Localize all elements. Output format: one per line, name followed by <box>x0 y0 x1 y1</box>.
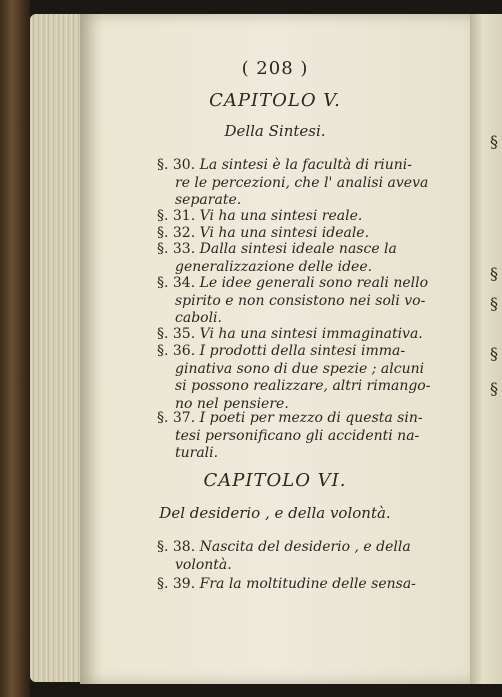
paragraph-36 <box>157 343 457 413</box>
book-binding <box>0 0 30 697</box>
section-number: §. 36. <box>157 343 196 359</box>
paragraph-text: Fra la moltitudine delle sensa- <box>199 576 416 592</box>
paragraph-33 <box>157 241 457 276</box>
facing-page-mark: § <box>490 294 498 313</box>
paragraph-text: Vi ha una sintesi ideale. <box>199 225 370 241</box>
facing-page-mark: § <box>490 264 498 283</box>
paragraph-text: Vi ha una sintesi immaginativa. <box>199 326 423 342</box>
paragraph-30 <box>157 157 457 210</box>
facing-page-edge <box>470 14 502 684</box>
paragraph-text: separate. <box>175 192 242 208</box>
facing-page-mark: § <box>490 132 498 151</box>
chapter-subtitle: Del desiderio , e della volontà. <box>159 504 391 522</box>
page-number: ( 208 ) <box>241 58 309 79</box>
section-number: §. 33. <box>157 241 196 257</box>
paragraph-text: si possono realizzare, altri rimango- <box>175 378 431 394</box>
paragraph-37 <box>157 410 457 463</box>
paragraph-text: volontà. <box>175 556 232 573</box>
paragraph-text: re le percezioni, che l' analisi aveva <box>175 174 429 191</box>
chapter-title: CAPITOLO V. <box>209 90 341 111</box>
paragraph-text: caboli. <box>175 310 222 326</box>
paragraph-text: ginativa sono di due spezie ; alcuni <box>175 360 425 377</box>
section-number: §. 34. <box>157 275 196 291</box>
facing-page-mark: § <box>490 379 498 398</box>
paragraph-31 <box>157 208 457 226</box>
paragraph-text: no nel pensiere. <box>175 395 289 412</box>
paragraph-text: Le idee generali sono reali nello <box>199 275 429 291</box>
paragraph-text: Nascita del desiderio , e della <box>199 539 411 555</box>
section-number: §. 38. <box>157 539 196 555</box>
paragraph-38 <box>157 539 457 574</box>
chapter-title: CAPITOLO VI. <box>203 470 347 491</box>
paragraph-text: Dalla sintesi ideale nasce la <box>199 241 397 257</box>
section-number: §. 30. <box>157 157 196 173</box>
paragraph-text: I prodotti della sintesi imma- <box>199 343 406 359</box>
section-number: §. 37. <box>157 410 196 426</box>
page-edges <box>30 14 80 682</box>
section-number: §. 39. <box>157 576 196 592</box>
paragraph-text: tesi personificano gli accidenti na- <box>175 427 420 444</box>
facing-page-mark: § <box>490 344 498 363</box>
section-number: §. 32. <box>157 225 196 241</box>
paragraph-text: generalizzazione delle idee. <box>175 258 373 275</box>
chapter-subtitle: Della Sintesi. <box>224 122 326 140</box>
paragraph-35 <box>157 326 457 344</box>
paragraph-text: spirito e non consistono nei soli vo- <box>175 292 426 309</box>
paragraph-text: turali. <box>175 445 219 461</box>
section-number: §. 31. <box>157 208 196 224</box>
section-number: §. 35. <box>157 326 196 342</box>
paragraph-text: Vi ha una sintesi reale. <box>199 208 363 224</box>
paragraph-text: I poeti per mezzo di questa sin- <box>199 410 423 426</box>
paragraph-text: La sintesi è la facultà di riuni- <box>199 157 413 173</box>
paragraph-39 <box>157 576 457 594</box>
paragraph-32 <box>157 225 457 243</box>
paragraph-34 <box>157 275 457 328</box>
